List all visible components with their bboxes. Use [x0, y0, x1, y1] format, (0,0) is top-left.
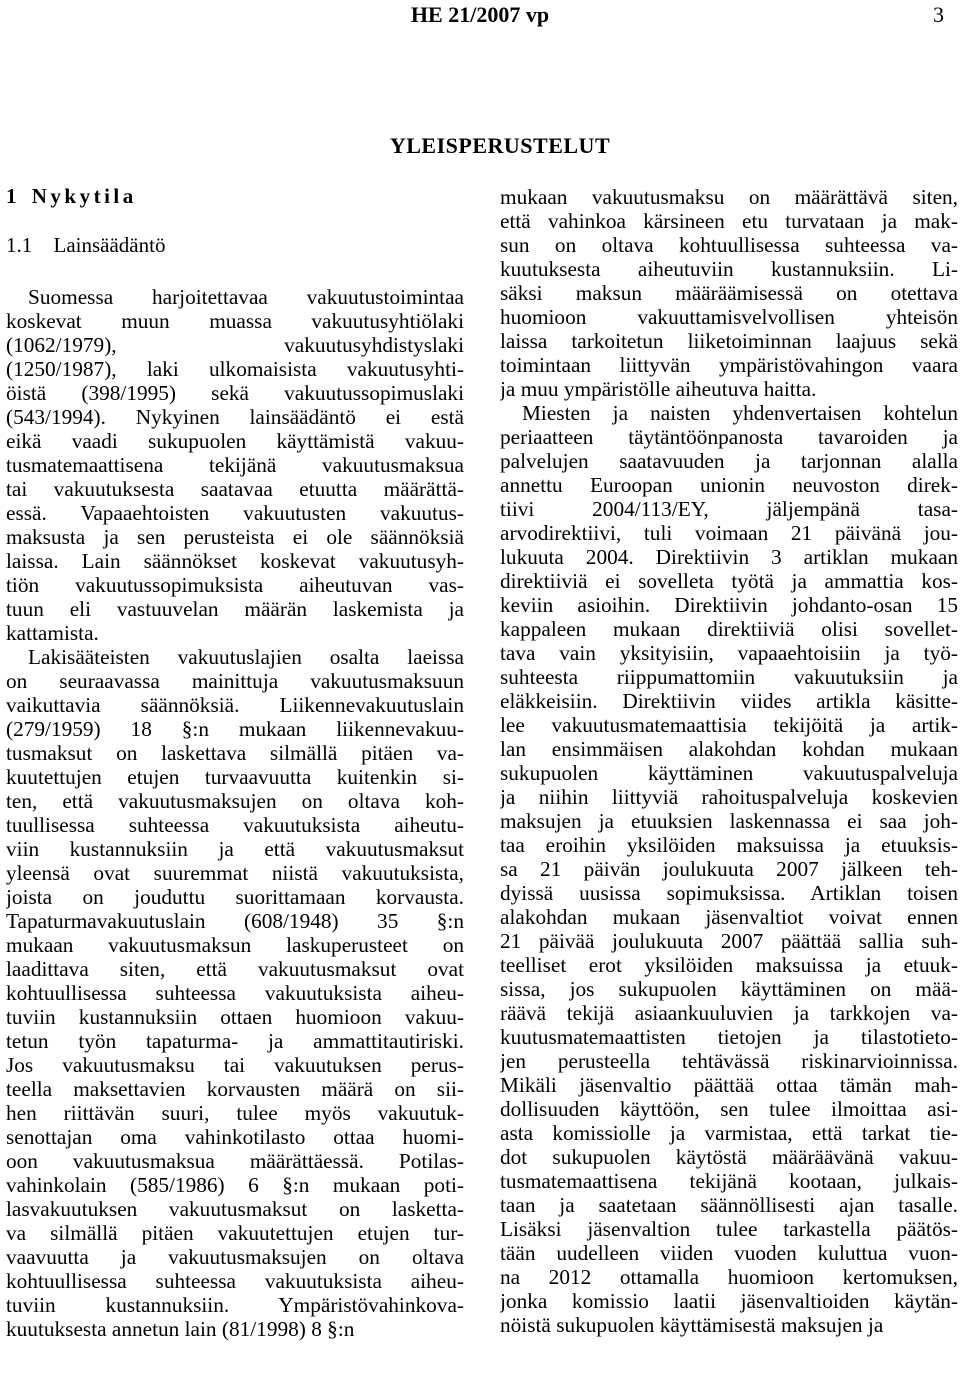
text-line: tusmatemaattisena tekijänä kootaan, julkais-: [500, 1169, 958, 1193]
text-line: eikä vaadi sukupuolen käyttämistä vakuu-: [6, 429, 464, 453]
text-line: keviin asioihin. Direktiivin johdanto-osan 15: [500, 593, 958, 617]
page-header: [0, 0, 960, 30]
text-line: ja muu ympäristölle aiheutuva haitta.: [500, 377, 817, 401]
text-line: kohtuullisessa suhteessa vakuutuksista aiheu-: [6, 1269, 464, 1293]
text-line: sun on oltava kohtuullisessa suhteessa va-: [500, 233, 958, 257]
text-line: senottajan oma vahinkotilasto ottaa huomi-: [6, 1125, 464, 1149]
text-line: na 2012 ottamalla huomioon kertomuksen,: [500, 1265, 958, 1289]
text-line: säksi maksun määräämisessä on otettava: [500, 281, 958, 305]
text-line: annettu Euroopan unionin neuvoston direk-: [500, 473, 958, 497]
text-line: kohtuullisessa suhteessa vakuutuksista aiheu-: [6, 981, 464, 1005]
text-line: (1250/1987), laki ulkomaisista vakuutusyhti-: [6, 357, 464, 381]
text-line: palvelujen saatavuuden ja tarjonnan alalla: [500, 449, 958, 473]
text-line: Tapaturmavakuutuslain (608/1948) 35 §:n: [6, 909, 464, 933]
text-line: laissa tarkoitetun liiketoiminnan laajuus sekä: [500, 329, 958, 353]
text-line: jonka komissio laatii jäsenvaltioiden käytän-: [500, 1289, 958, 1313]
text-line: sa 21 päivän joulukuuta 2007 jälkeen teh-: [500, 857, 958, 881]
text-line: (279/1959) 18 §:n mukaan liikennevakuu-: [6, 717, 464, 741]
text-line: asta komissiolle ja varmistaa, että tarkat tie-: [500, 1121, 958, 1145]
text-line: tusmatemaattisena tekijänä vakuutusmaksua: [6, 453, 464, 477]
text-line: koskevat muun muassa vakuutusyhtiölaki: [6, 309, 464, 333]
text-line: lukuuta 2004. Direktiivin 3 artiklan mukaan: [500, 545, 958, 569]
text-line: öistä (398/1995) sekä vakuutussopimuslaki: [6, 381, 464, 405]
text-line: Suomessa harjoitettavaa vakuutustoimintaa: [28, 285, 464, 309]
text-line: va silmällä pitäen vakuutettujen etujen tur-: [6, 1221, 464, 1245]
text-line: Jos vakuutusmaksu tai vakuutuksen perus-: [6, 1053, 464, 1077]
text-line: Lisäksi jäsenvaltion tulee tarkastella päätös-: [500, 1217, 958, 1241]
text-line: lan ensimmäisen alakohdan kohdan mukaan: [500, 737, 958, 761]
text-line: kuutuksesta aiheutuviin kustannuksiin. Li-: [500, 257, 958, 281]
text-line: suhteesta riippumattomiin vakuutuksiin ja: [500, 665, 958, 689]
chapter-title: Nykytila: [31, 184, 137, 208]
text-line: sissa, jos sukupuolen käyttäminen on mää-: [500, 977, 958, 1001]
text-line: oon vakuutusmaksua määrättäessä. Potilas-: [6, 1149, 464, 1173]
document-id: HE 21/2007 vp: [410, 2, 550, 27]
text-line: vaikuttavia säännöksiä. Liikennevakuutuslain: [6, 693, 464, 717]
text-line: tuviin kustannuksiin ottaen huomioon vakuu-: [6, 1005, 464, 1029]
text-line: tai vakuutuksesta saatavaa etuutta määrättä-: [6, 477, 464, 501]
text-line: laissa. Lain säännökset koskevat vakuutusyh-: [6, 549, 464, 573]
text-line: dyissä uusissa sopimuksissa. Artiklan toisen: [500, 881, 958, 905]
text-line: teella maksettavien korvausten määrä on sii-: [6, 1077, 464, 1101]
text-line: mukaan vakuutusmaksun laskuperusteet on: [6, 933, 464, 957]
subsection-heading: [6, 233, 165, 258]
text-line: että vahinkoa kärsineen etu turvataan ja mak-: [500, 209, 958, 233]
section-title: YLEISPERUSTELUT: [389, 133, 611, 158]
text-line: essä. Vapaaehtoisten vakuutusten vakuutus-: [6, 501, 464, 525]
text-line: mukaan vakuutusmaksu on määrättävä siten,: [500, 185, 958, 209]
text-line: tiön vakuutussopimuksista aiheutuvan vas-: [6, 573, 464, 597]
subsection-title: Lainsäädäntö: [53, 233, 166, 257]
text-line: direktiiviä ei sovelleta työtä ja ammattia kos-: [500, 569, 958, 593]
text-line: lasvakuutuksen vakuutusmaksut on laskettа-: [6, 1197, 464, 1221]
text-line: kuutettujen etujen turvaavuutta kuitenkin si-: [6, 765, 464, 789]
text-line: viin kustannuksiin ja että vakuutusmaksut: [6, 837, 464, 861]
text-line: maksusta ja sen perusteista ei ole säännöksiä: [6, 525, 464, 549]
text-line: dot sukupuolen käytöstä määräävänä vakuu-: [500, 1145, 958, 1169]
text-line: jen perusteella tehtävässä riskinarvioinnissa.: [500, 1049, 958, 1073]
text-line: (1062/1979), vakuutusyhdistyslaki: [6, 333, 464, 357]
page-number: 3: [933, 2, 944, 27]
text-line: on seuraavassa mainittuja vakuutusmaksuun: [6, 669, 464, 693]
text-line: hen riittävän suuri, tulee myös vakuutuk-: [6, 1101, 464, 1125]
left-text-column: [6, 285, 464, 1341]
text-line: tuviin kustannuksiin. Ympäristövahinkova-: [6, 1293, 464, 1317]
text-line: vahinkolain (585/1986) 6 §:n mukaan poti-: [6, 1173, 464, 1197]
text-line: yleensä ovat suuremmat niistä vakuutuksista,: [6, 861, 464, 885]
text-line: tava vain yksityisiin, vapaaehtoisiin ja työ-: [500, 641, 958, 665]
text-line: taan ja saatetaan säännöllisesti ajan tasalle.: [500, 1193, 958, 1217]
text-line: 21 päivää joulukuuta 2007 päättää sallia suh-: [500, 929, 958, 953]
text-line: kuutuksesta annetun lain (81/1998) 8 §:n: [6, 1317, 355, 1341]
text-line: maksujen ja etuuksien laskennassa ei saa joh-: [500, 809, 958, 833]
text-line: ja niihin liittyviä rahoituspalveluja koskevien: [500, 785, 958, 809]
text-line: sukupuolen käyttäminen vakuutuspalveluja: [500, 761, 958, 785]
text-line: räävä tekijä asiaankuuluvien ja tarkkojen va-: [500, 1001, 958, 1025]
text-line: joista on jouduttu suorittamaan korvausta.: [6, 885, 464, 909]
text-line: vaavuutta ja vakuutusmaksujen on oltava: [6, 1245, 464, 1269]
text-line: eläkkeisiin. Direktiivin viides artikla käsitte-: [500, 689, 958, 713]
text-line: kattamista.: [6, 621, 99, 645]
text-line: arvodirektiivi, tuli voimaan 21 päivänä jou-: [500, 521, 958, 545]
text-line: tetun työn tapaturma- ja ammattitautiriski.: [6, 1029, 464, 1053]
text-line: periaatteen täytäntöönpanosta tavaroiden ja: [500, 425, 958, 449]
subsection-number: 1.1: [6, 233, 33, 257]
chapter-number: 1: [6, 184, 17, 208]
text-line: tuullisessa suhteessa vakuutuksista aiheutu-: [6, 813, 464, 837]
text-line: Lakisääteisten vakuutuslajien osalta laeissa: [28, 645, 464, 669]
text-line: taa eroihin yksilöiden maksuissa ja etuuksis-: [500, 833, 958, 857]
text-line: kappaleen mukaan direktiiviä olisi sovellet-: [500, 617, 958, 641]
text-line: lee vakuutusmatemaattisia tekijöitä ja artik-: [500, 713, 958, 737]
text-line: Mikäli jäsenvaltio päättää ottaa tämän mah-: [500, 1073, 958, 1097]
text-line: kuutusmatemaattisten tietojen ja tilastotieto-: [500, 1025, 958, 1049]
text-line: toimintaan liittyvän ympäristövahingon vaara: [500, 353, 958, 377]
text-line: Miesten ja naisten yhdenvertaisen kohtelun: [522, 401, 958, 425]
text-line: ten, että vakuutusmaksujen on oltava koh-: [6, 789, 464, 813]
text-line: huomioon vakuuttamisvelvollisen yhteisön: [500, 305, 958, 329]
text-line: tiivi 2004/113/EY, jäljempänä tasa-: [500, 497, 958, 521]
text-line: teelliset erot yksilöiden maksuissa ja etuuk-: [500, 953, 958, 977]
text-line: tuun eli vastuuvelan määrän laskemista ja: [6, 597, 464, 621]
text-line: laadittava siten, että vakuutusmaksut ovat: [6, 957, 464, 981]
right-text-column: [500, 185, 958, 1337]
text-line: (543/1994). Nykyinen lainsäädäntö ei estä: [6, 405, 464, 429]
chapter-heading: [6, 184, 137, 209]
text-line: tusmaksut on laskettava silmällä pitäen va-: [6, 741, 464, 765]
text-line: nöistä sukupuolen käyttämisestä maksujen ja: [500, 1313, 884, 1337]
text-line: tään uudelleen viiden vuoden kuluttua vuon-: [500, 1241, 958, 1265]
text-line: dollisuuden käyttöön, sen tulee ilmoittaa asi-: [500, 1097, 958, 1121]
text-line: alakohdan mukaan jäsenvaltiot voivat ennen: [500, 905, 958, 929]
